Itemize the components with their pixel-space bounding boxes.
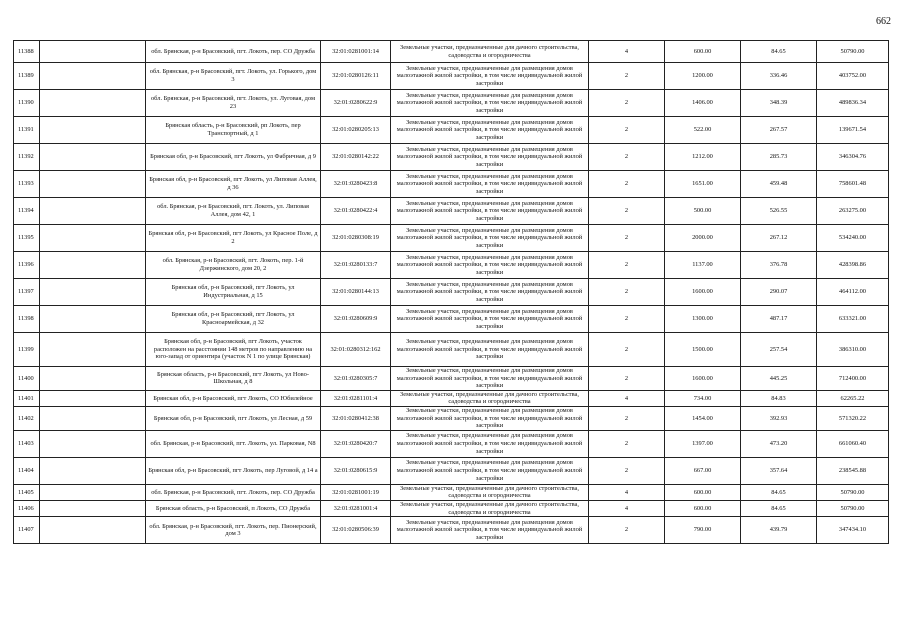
address-cell: Брянская обл, р-н Брасовский, пгт Локоть, ул Индустриальная, д 15 (146, 279, 321, 306)
cadastral-number-cell: 32:01:0280615:9 (321, 457, 391, 484)
cadastral-number-cell: 32:01:0280609:9 (321, 306, 391, 333)
cadastral-number-cell: 32:01:0280622:9 (321, 90, 391, 117)
row-number: 11392 (14, 144, 40, 171)
specific-value-cell: 257.54 (741, 333, 817, 367)
address-cell: Брянская обл, р-н Брасовский, пгт Локоть, пер Луговой, д 14 а (146, 457, 321, 484)
row-number: 11404 (14, 457, 40, 484)
address-cell: обл. Брянская, р-н Брасовский, пгт. Локоть, ул. Липовая Аллея, дом 42, 1 (146, 198, 321, 225)
use-group-cell: 2 (589, 430, 665, 457)
address-cell: Брянская обл, р-н Брасовский, пгт Локоть, СО Юбилейное (146, 390, 321, 406)
blank-cell (40, 500, 146, 516)
land-use-cell: Земельные участки, предназначенные для размещения домов малоэтажной жилой застройки, в том числе индивидуальной жилой застройки (391, 457, 589, 484)
row-number: 11406 (14, 500, 40, 516)
use-group-cell: 2 (589, 225, 665, 252)
use-group-cell: 2 (589, 90, 665, 117)
area-cell: 1600.00 (665, 367, 741, 391)
specific-value-cell: 473.20 (741, 430, 817, 457)
cadastral-number-cell: 32:01:0280126:11 (321, 63, 391, 90)
row-number: 11397 (14, 279, 40, 306)
cadastral-number-cell: 32:01:0281101:4 (321, 390, 391, 406)
blank-cell (40, 117, 146, 144)
address-cell: Брянская обл, р-н Брасовский, пгт Локоть, ул Фабричная, д 9 (146, 144, 321, 171)
cadastral-value-cell: 50790.00 (817, 500, 889, 516)
row-number: 11407 (14, 517, 40, 544)
cadastral-value-cell: 403752.00 (817, 63, 889, 90)
land-use-cell: Земельные участки, предназначенные для размещения домов малоэтажной жилой застройки, в том числе индивидуальной жилой застройки (391, 117, 589, 144)
land-use-cell: Земельные участки, предназначенные для размещения домов малоэтажной жилой застройки, в том числе индивидуальной жилой застройки (391, 333, 589, 367)
blank-cell (40, 484, 146, 500)
cadastral-value-cell: 50790.00 (817, 41, 889, 63)
area-cell: 1137.00 (665, 252, 741, 279)
use-group-cell: 4 (589, 500, 665, 516)
area-cell: 667.00 (665, 457, 741, 484)
use-group-cell: 2 (589, 63, 665, 90)
land-use-cell: Земельные участки, предназначенные для размещения домов малоэтажной жилой застройки, в том числе индивидуальной жилой застройки (391, 279, 589, 306)
row-number: 11391 (14, 117, 40, 144)
table-row (14, 367, 889, 391)
registry-table (13, 40, 889, 544)
specific-value-cell: 357.64 (741, 457, 817, 484)
cadastral-number-cell: 32:01:0281001:4 (321, 500, 391, 516)
registry-rows (14, 41, 889, 544)
blank-cell (40, 306, 146, 333)
cadastral-value-cell: 534240.00 (817, 225, 889, 252)
area-cell: 1406.00 (665, 90, 741, 117)
specific-value-cell: 348.39 (741, 90, 817, 117)
land-use-cell: Земельные участки, предназначенные для размещения домов малоэтажной жилой застройки, в том числе индивидуальной жилой застройки (391, 198, 589, 225)
cadastral-value-cell: 386310.00 (817, 333, 889, 367)
cadastral-number-cell: 32:01:0280133:7 (321, 252, 391, 279)
blank-cell (40, 225, 146, 252)
table-row (14, 90, 889, 117)
blank-cell (40, 198, 146, 225)
cadastral-value-cell: 50790.00 (817, 484, 889, 500)
row-number: 11390 (14, 90, 40, 117)
specific-value-cell: 84.65 (741, 500, 817, 516)
row-number: 11395 (14, 225, 40, 252)
table-row (14, 225, 889, 252)
cadastral-number-cell: 32:01:0280308:19 (321, 225, 391, 252)
blank-cell (40, 430, 146, 457)
table-row (14, 500, 889, 516)
cadastral-value-cell: 758601.48 (817, 171, 889, 198)
table-row (14, 252, 889, 279)
area-cell: 1500.00 (665, 333, 741, 367)
specific-value-cell: 84.65 (741, 41, 817, 63)
use-group-cell: 4 (589, 484, 665, 500)
specific-value-cell: 285.73 (741, 144, 817, 171)
blank-cell (40, 367, 146, 391)
blank-cell (40, 333, 146, 367)
specific-value-cell: 84.83 (741, 390, 817, 406)
cadastral-value-cell: 347434.10 (817, 517, 889, 544)
specific-value-cell: 459.48 (741, 171, 817, 198)
cadastral-number-cell: 32:01:0280420:7 (321, 430, 391, 457)
land-use-cell: Земельные участки, предназначенные для размещения домов малоэтажной жилой застройки, в том числе индивидуальной жилой застройки (391, 171, 589, 198)
blank-cell (40, 406, 146, 430)
row-number: 11388 (14, 41, 40, 63)
address-cell: обл. Брянская, р-н Брасовский, пгт. Локоть, ул. Горького, дом 3 (146, 63, 321, 90)
table-row (14, 279, 889, 306)
cadastral-value-cell: 139671.54 (817, 117, 889, 144)
cadastral-value-cell: 346304.76 (817, 144, 889, 171)
specific-value-cell: 526.55 (741, 198, 817, 225)
cadastral-number-cell: 32:01:0280412:38 (321, 406, 391, 430)
address-cell: Брянская область, р-н Брасовский, п Локоть, СО Дружба (146, 500, 321, 516)
cadastral-number-cell: 32:01:0280144:13 (321, 279, 391, 306)
cadastral-number-cell: 32:01:0280142:22 (321, 144, 391, 171)
row-number: 11400 (14, 367, 40, 391)
row-number: 11403 (14, 430, 40, 457)
cadastral-value-cell: 62265.22 (817, 390, 889, 406)
land-use-cell: Земельные участки, предназначенные для размещения домов малоэтажной жилой застройки, в том числе индивидуальной жилой застройки (391, 225, 589, 252)
cadastral-number-cell: 32:01:0280205:13 (321, 117, 391, 144)
cadastral-value-cell: 712400.00 (817, 367, 889, 391)
row-number: 11398 (14, 306, 40, 333)
address-cell: Брянская обл, р-н Брасовский, пгт Локоть, ул Липовая Аллея, д 36 (146, 171, 321, 198)
specific-value-cell: 445.25 (741, 367, 817, 391)
row-number: 11399 (14, 333, 40, 367)
land-use-cell: Земельные участки, предназначенные для дачного строительства, садоводства и огородничества (391, 484, 589, 500)
area-cell: 600.00 (665, 41, 741, 63)
area-cell: 1300.00 (665, 306, 741, 333)
table-row (14, 390, 889, 406)
specific-value-cell: 487.17 (741, 306, 817, 333)
use-group-cell: 4 (589, 390, 665, 406)
cadastral-value-cell: 661060.40 (817, 430, 889, 457)
land-use-cell: Земельные участки, предназначенные для размещения домов малоэтажной жилой застройки, в том числе индивидуальной жилой застройки (391, 406, 589, 430)
row-number: 11405 (14, 484, 40, 500)
cadastral-value-cell: 428398.86 (817, 252, 889, 279)
blank-cell (40, 517, 146, 544)
use-group-cell: 2 (589, 457, 665, 484)
specific-value-cell: 267.57 (741, 117, 817, 144)
area-cell: 600.00 (665, 500, 741, 516)
blank-cell (40, 390, 146, 406)
table-row (14, 198, 889, 225)
row-number: 11389 (14, 63, 40, 90)
area-cell: 600.00 (665, 484, 741, 500)
use-group-cell: 2 (589, 198, 665, 225)
cadastral-number-cell: 32:01:0280305:7 (321, 367, 391, 391)
cadastral-value-cell: 489836.34 (817, 90, 889, 117)
use-group-cell: 2 (589, 144, 665, 171)
table-row (14, 171, 889, 198)
address-cell: Брянская обл, р-н Брасовский, пгт Локоть, ул Красное Поле, д 2 (146, 225, 321, 252)
use-group-cell: 4 (589, 41, 665, 63)
blank-cell (40, 63, 146, 90)
area-cell: 1212.00 (665, 144, 741, 171)
address-cell: обл. Брянская, р-н Брасовский, пгт. Локоть, пер. СО Дружба (146, 484, 321, 500)
land-use-cell: Земельные участки, предназначенные для дачного строительства, садоводства и огородничества (391, 390, 589, 406)
land-use-cell: Земельные участки, предназначенные для размещения домов малоэтажной жилой застройки, в том числе индивидуальной жилой застройки (391, 430, 589, 457)
address-cell: обл. Брянская, р-н Брасовский, пгт. Локоть, пер. Пионерский, дом 3 (146, 517, 321, 544)
area-cell: 1651.00 (665, 171, 741, 198)
use-group-cell: 2 (589, 117, 665, 144)
blank-cell (40, 457, 146, 484)
blank-cell (40, 90, 146, 117)
cadastral-value-cell: 633321.00 (817, 306, 889, 333)
cadastral-value-cell: 464112.00 (817, 279, 889, 306)
use-group-cell: 2 (589, 333, 665, 367)
cadastral-number-cell: 32:01:0280423:8 (321, 171, 391, 198)
table-row (14, 430, 889, 457)
cadastral-number-cell: 32:01:0281001:14 (321, 41, 391, 63)
table-row (14, 41, 889, 63)
land-use-cell: Земельные участки, предназначенные для размещения домов малоэтажной жилой застройки, в том числе индивидуальной жилой застройки (391, 63, 589, 90)
cadastral-number-cell: 32:01:0280506:39 (321, 517, 391, 544)
table-row (14, 517, 889, 544)
address-cell: обл. Брянская, р-н Брасовский, пгт. Локоть, ул. Парковая, N8 (146, 430, 321, 457)
table-row (14, 144, 889, 171)
address-cell: обл. Брянская, р-н Брасовский, пгт. Локоть, пер. СО Дружба (146, 41, 321, 63)
use-group-cell: 2 (589, 306, 665, 333)
specific-value-cell: 376.78 (741, 252, 817, 279)
specific-value-cell: 290.07 (741, 279, 817, 306)
row-number: 11393 (14, 171, 40, 198)
row-number: 11401 (14, 390, 40, 406)
blank-cell (40, 252, 146, 279)
row-number: 11402 (14, 406, 40, 430)
land-use-cell: Земельные участки, предназначенные для размещения домов малоэтажной жилой застройки, в том числе индивидуальной жилой застройки (391, 144, 589, 171)
land-use-cell: Земельные участки, предназначенные для размещения домов малоэтажной жилой застройки, в том числе индивидуальной жилой застройки (391, 517, 589, 544)
use-group-cell: 2 (589, 406, 665, 430)
use-group-cell: 2 (589, 279, 665, 306)
address-cell: обл. Брянская, р-н Брасовский, пгт. Локоть, пер. 1-й Дзержинского, дом 20, 2 (146, 252, 321, 279)
blank-cell (40, 279, 146, 306)
cadastral-number-cell: 32:01:0280422:4 (321, 198, 391, 225)
area-cell: 1200.00 (665, 63, 741, 90)
cadastral-number-cell: 32:01:0280312:162 (321, 333, 391, 367)
blank-cell (40, 171, 146, 198)
table-row (14, 333, 889, 367)
blank-cell (40, 41, 146, 63)
address-cell: Брянская обл, р-н Брасовский, пгт Локоть, участок расположен на расстоянии 148 метров по направлению на юго-запад от ориентира (участок N 1 по улице Брянская) (146, 333, 321, 367)
blank-cell (40, 144, 146, 171)
table-row (14, 306, 889, 333)
table-row (14, 484, 889, 500)
land-use-cell: Земельные участки, предназначенные для размещения домов малоэтажной жилой застройки, в том числе индивидуальной жилой застройки (391, 252, 589, 279)
page-number: 662 (876, 16, 891, 27)
address-cell: Брянская обл, р-н Брасовский, пгт Локоть, ул Красноармейская, д 32 (146, 306, 321, 333)
use-group-cell: 2 (589, 171, 665, 198)
table-row (14, 406, 889, 430)
area-cell: 790.00 (665, 517, 741, 544)
table-row (14, 63, 889, 90)
specific-value-cell: 336.46 (741, 63, 817, 90)
address-cell: Брянская область, р-н Брасовский, пгт Локоть, ул Ново-Школьная, д 8 (146, 367, 321, 391)
specific-value-cell: 84.65 (741, 484, 817, 500)
specific-value-cell: 267.12 (741, 225, 817, 252)
row-number: 11394 (14, 198, 40, 225)
area-cell: 522.00 (665, 117, 741, 144)
area-cell: 1454.00 (665, 406, 741, 430)
area-cell: 2000.00 (665, 225, 741, 252)
area-cell: 500.00 (665, 198, 741, 225)
area-cell: 1397.00 (665, 430, 741, 457)
cadastral-value-cell: 571320.22 (817, 406, 889, 430)
address-cell: обл. Брянская, р-н Брасовский, пгт. Локоть, ул. Луговая, дом 23 (146, 90, 321, 117)
table-row (14, 457, 889, 484)
area-cell: 734.00 (665, 390, 741, 406)
row-number: 11396 (14, 252, 40, 279)
cadastral-number-cell: 32:01:0281001:19 (321, 484, 391, 500)
use-group-cell: 2 (589, 252, 665, 279)
specific-value-cell: 439.79 (741, 517, 817, 544)
table-row (14, 117, 889, 144)
use-group-cell: 2 (589, 367, 665, 391)
address-cell: Брянская область, р-н Брасовский, рп Локоть, пер Транспортный, д 1 (146, 117, 321, 144)
area-cell: 1600.00 (665, 279, 741, 306)
cadastral-value-cell: 263275.00 (817, 198, 889, 225)
land-use-cell: Земельные участки, предназначенные для размещения домов малоэтажной жилой застройки, в том числе индивидуальной жилой застройки (391, 90, 589, 117)
use-group-cell: 2 (589, 517, 665, 544)
address-cell: Брянская обл, р-н Брасовский, пгт Локоть, ул Лесная, д 59 (146, 406, 321, 430)
land-use-cell: Земельные участки, предназначенные для размещения домов малоэтажной жилой застройки, в том числе индивидуальной жилой застройки (391, 306, 589, 333)
land-use-cell: Земельные участки, предназначенные для дачного строительства, садоводства и огородничества (391, 500, 589, 516)
land-use-cell: Земельные участки, предназначенные для дачного строительства, садоводства и огородничества (391, 41, 589, 63)
cadastral-value-cell: 238545.88 (817, 457, 889, 484)
specific-value-cell: 392.93 (741, 406, 817, 430)
land-use-cell: Земельные участки, предназначенные для размещения домов малоэтажной жилой застройки, в том числе индивидуальной жилой застройки (391, 367, 589, 391)
